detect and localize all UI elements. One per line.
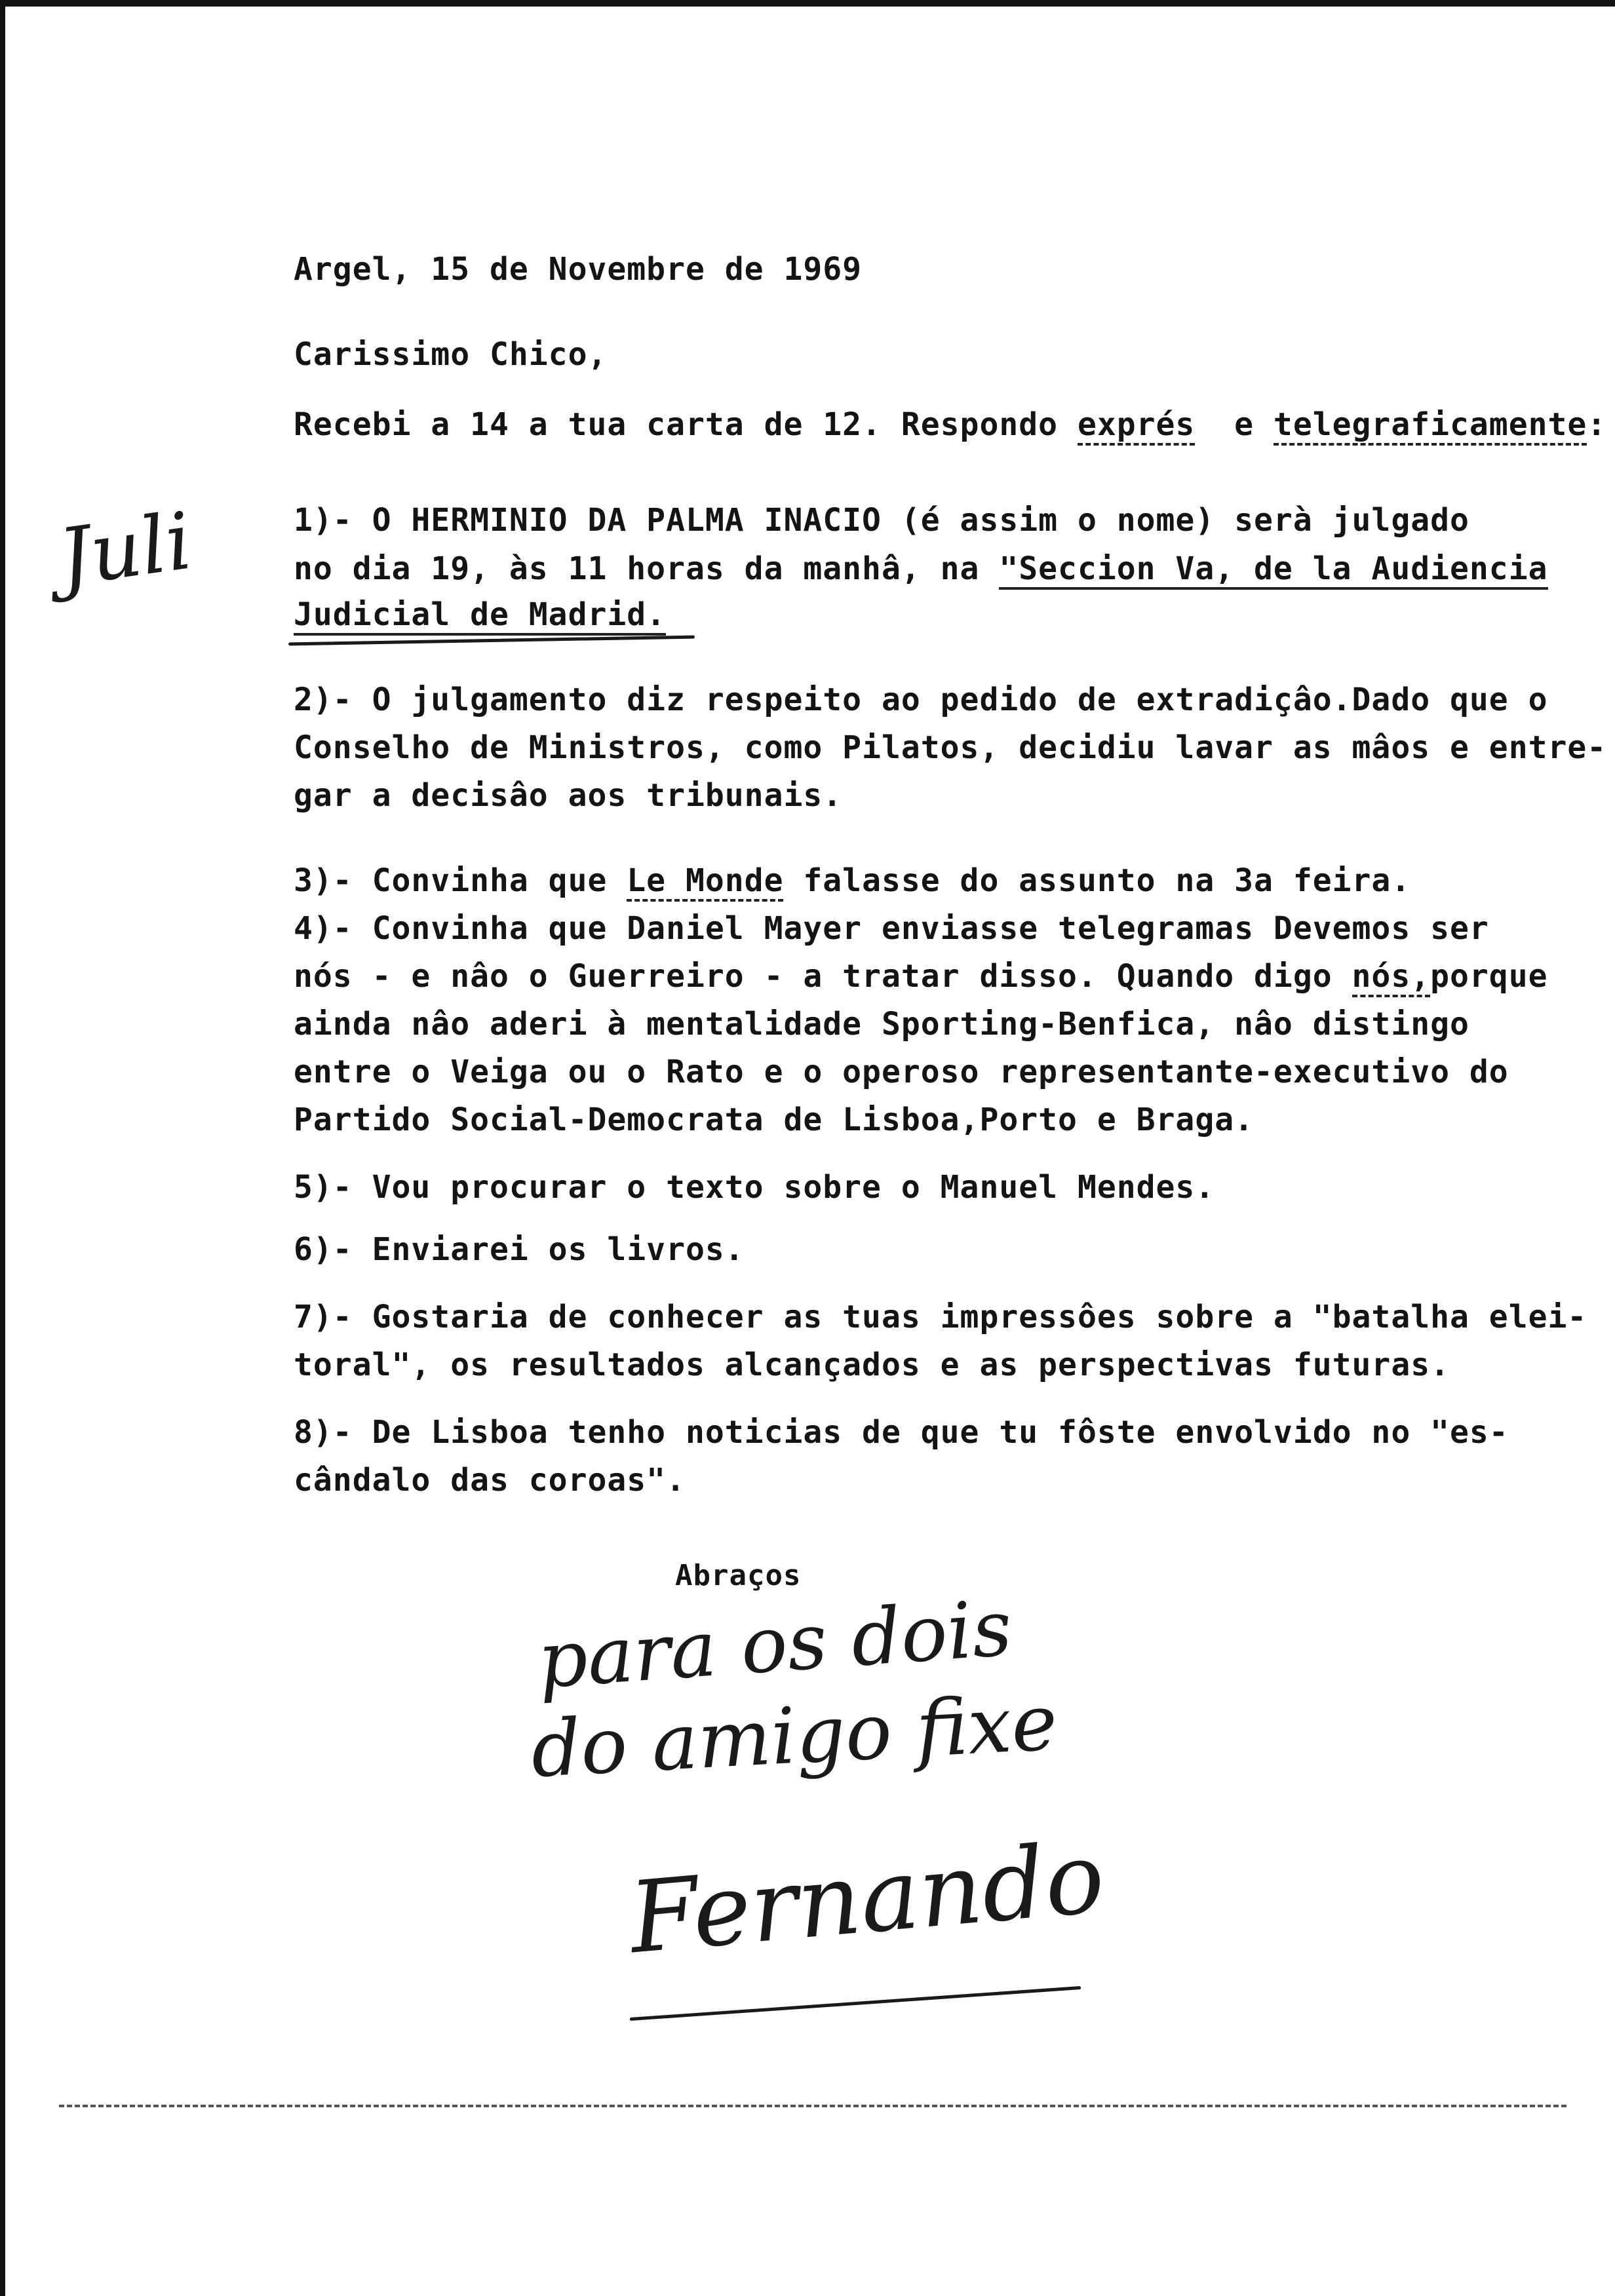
item-1-line-2-prefix: no dia 19, às 11 horas da manhâ, na (294, 550, 1000, 587)
margin-note: Juli (53, 495, 197, 605)
page-border-top (0, 0, 1615, 7)
intro-prefix: Recebi a 14 a tua carta de 12. Respondo (294, 406, 1078, 443)
item-3-le-monde: Le Monde (627, 862, 783, 902)
handwritten-closing-line-2: do amigo fixe (528, 1677, 1060, 1795)
item-4-line-5: Partido Social-Democrata de Lisboa,Porto e Braga. (294, 1101, 1255, 1138)
item-7-line-1: 7)- Gostaria de conhecer as tuas impressôes sobre a "batalha elei- (294, 1299, 1587, 1335)
item-3 (294, 861, 1411, 900)
bottom-dashed-rule (59, 2105, 1566, 2107)
item-7-line-2: toral", os resultados alcançados e as perspectivas futuras. (294, 1347, 1450, 1383)
intro-line (294, 405, 1606, 444)
item-4-line-3: ainda nâo aderi à mentalidade Sporting-Benfica, nâo distingo (294, 1006, 1469, 1043)
item-4-line-2 (294, 957, 1548, 996)
item-3-prefix: 3)- Convinha que (294, 862, 627, 899)
closing: Abraços (675, 1559, 802, 1592)
dateline: Argel, 15 de Novembre de 1969 (294, 251, 863, 288)
intro-telegraficamente: telegraficamente (1274, 406, 1587, 446)
signature-underline (630, 1986, 1081, 2021)
item-1-line-3 (294, 595, 666, 634)
item-4-line-1: 4)- Convinha que Daniel Mayer enviasse telegramas Devemos ser (294, 910, 1489, 947)
item-4-line-2-suffix: porque (1430, 958, 1548, 995)
item-1-line-2 (294, 549, 1548, 588)
item-4-line-4: entre o Veiga ou o Rato e o operoso representante-executivo do (294, 1054, 1509, 1090)
item-1-court-name: "Seccion Va, de la Audiencia (999, 550, 1547, 590)
intro-expres: exprés (1078, 406, 1195, 446)
item-8-line-1: 8)- De Lisboa tenho noticias de que tu fôste envolvido no "es- (294, 1414, 1509, 1451)
intro-mid: e (1195, 406, 1274, 443)
item-5: 5)- Vou procurar o texto sobre o Manuel Mendes. (294, 1169, 1215, 1206)
signature: Fernando (625, 1820, 1109, 1976)
item-2-line-2: Conselho de Ministros, como Pilatos, decidiu lavar as mâos e entre- (294, 729, 1607, 766)
salutation: Carissimo Chico, (294, 336, 608, 373)
item-2-line-3: gar a decisâo aos tribunais. (294, 777, 843, 814)
item-4-line-2-prefix: nós - e nâo o Guerreiro - a tratar disso. Quando digo (294, 958, 1352, 995)
item-1-line-1: 1)- O HERMINIO DA PALMA INACIO (é assim o nome) serà julgado (294, 502, 1469, 539)
item-3-suffix: falasse do assunto na 3a feira. (783, 862, 1411, 899)
hand-underline-madrid (288, 636, 695, 646)
item-4-nos: nós, (1352, 958, 1431, 997)
item-2-line-1: 2)- O julgamento diz respeito ao pedido de extradiçâo.Dado que o (294, 681, 1548, 718)
item-6: 6)- Enviarei os livros. (294, 1231, 745, 1268)
intro-end: : (1587, 406, 1607, 443)
item-8-line-2: cândalo das coroas". (294, 1462, 686, 1499)
page-border-left (0, 0, 5, 2296)
handwritten-closing-line-1: para os dois (535, 1582, 1015, 1706)
item-1-court-city: Judicial de Madrid. (294, 596, 666, 636)
